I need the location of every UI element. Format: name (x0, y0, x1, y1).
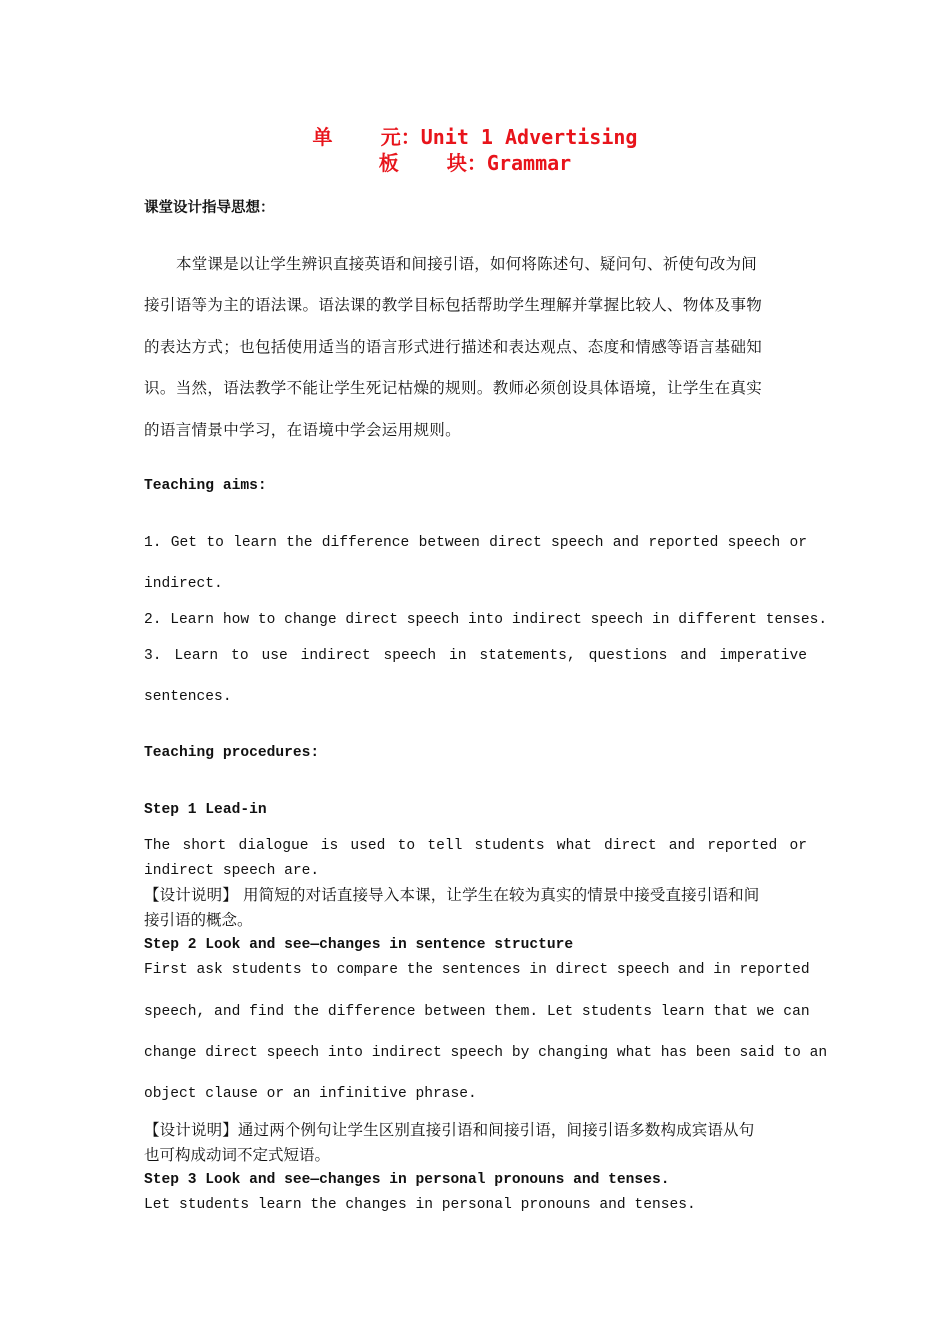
procedures-heading: Teaching procedures: (144, 745, 320, 761)
aim-3-line-1: 3. Learn to use indirect speech in statements, questions and imperative (144, 648, 807, 664)
step-1-note-line-1: 【设计说明】 用简短的对话直接导入本课，让学生在较为真实的情景中接受直接引语和间 (144, 886, 760, 904)
aim-2: 2. Learn how to change direct speech into indirect speech in different tenses. (144, 612, 828, 628)
step-1-note-line-2: 接引语的概念。 (144, 911, 253, 929)
unit-title: 单 元：Unit 1 Advertising (312, 125, 638, 149)
module-title: 板 块：Grammar (378, 151, 572, 175)
step-2-note-line-1: 【设计说明】通过两个例句让学生区别直接引语和间接引语，间接引语多数构成宾语从句 (144, 1121, 755, 1139)
aim-1-line-2: indirect. (144, 576, 223, 592)
step-2-line-3: change direct speech into indirect speech by changing what has been said to an (144, 1045, 828, 1061)
step-2-line-2: speech, and find the difference between them. Let students learn that we can (144, 1004, 810, 1020)
step-1-line-1: The short dialogue is used to tell students what direct and reported or (144, 838, 807, 854)
guidance-line-5: 的语言情景中学习，在语境中学会运用规则。 (144, 421, 462, 439)
step-1-title: Step 1 Lead-in (144, 802, 267, 818)
step-2-line-1: First ask students to compare the sentences in direct speech and in reported (144, 962, 810, 978)
guidance-heading: 课堂设计指导思想： (144, 200, 275, 216)
aims-heading: Teaching aims: (144, 478, 267, 494)
step-2-title: Step 2 Look and see—changes in sentence structure (144, 937, 574, 953)
step-2-line-4: object clause or an infinitive phrase. (144, 1086, 477, 1102)
guidance-line-1: 本堂课是以让学生辨识直接英语和间接引语，如何将陈述句、疑问句、祈使句改为间 (176, 255, 757, 273)
step-1-line-2: indirect speech are. (144, 863, 320, 879)
guidance-line-4: 识。当然，语法教学不能让学生死记枯燥的规则。教师必须创设具体语境，让学生在真实 (144, 379, 763, 397)
step-3-title: Step 3 Look and see—changes in personal pronouns and tenses. (144, 1172, 670, 1188)
step-2-note-line-2: 也可构成动词不定式短语。 (144, 1146, 331, 1164)
guidance-line-2: 接引语等为主的语法课。语法课的教学目标包括帮助学生理解并掌握比较人、物体及事物 (144, 296, 763, 314)
step-3-line-1: Let students learn the changes in personal pronouns and tenses. (144, 1197, 696, 1213)
guidance-line-3: 的表达方式；也包括使用适当的语言形式进行描述和表达观点、态度和情感等语言基础知 (144, 338, 763, 356)
aim-1-line-1: 1. Get to learn the difference between direct speech and reported speech or (144, 535, 807, 551)
aim-3-line-2: sentences. (144, 689, 232, 705)
